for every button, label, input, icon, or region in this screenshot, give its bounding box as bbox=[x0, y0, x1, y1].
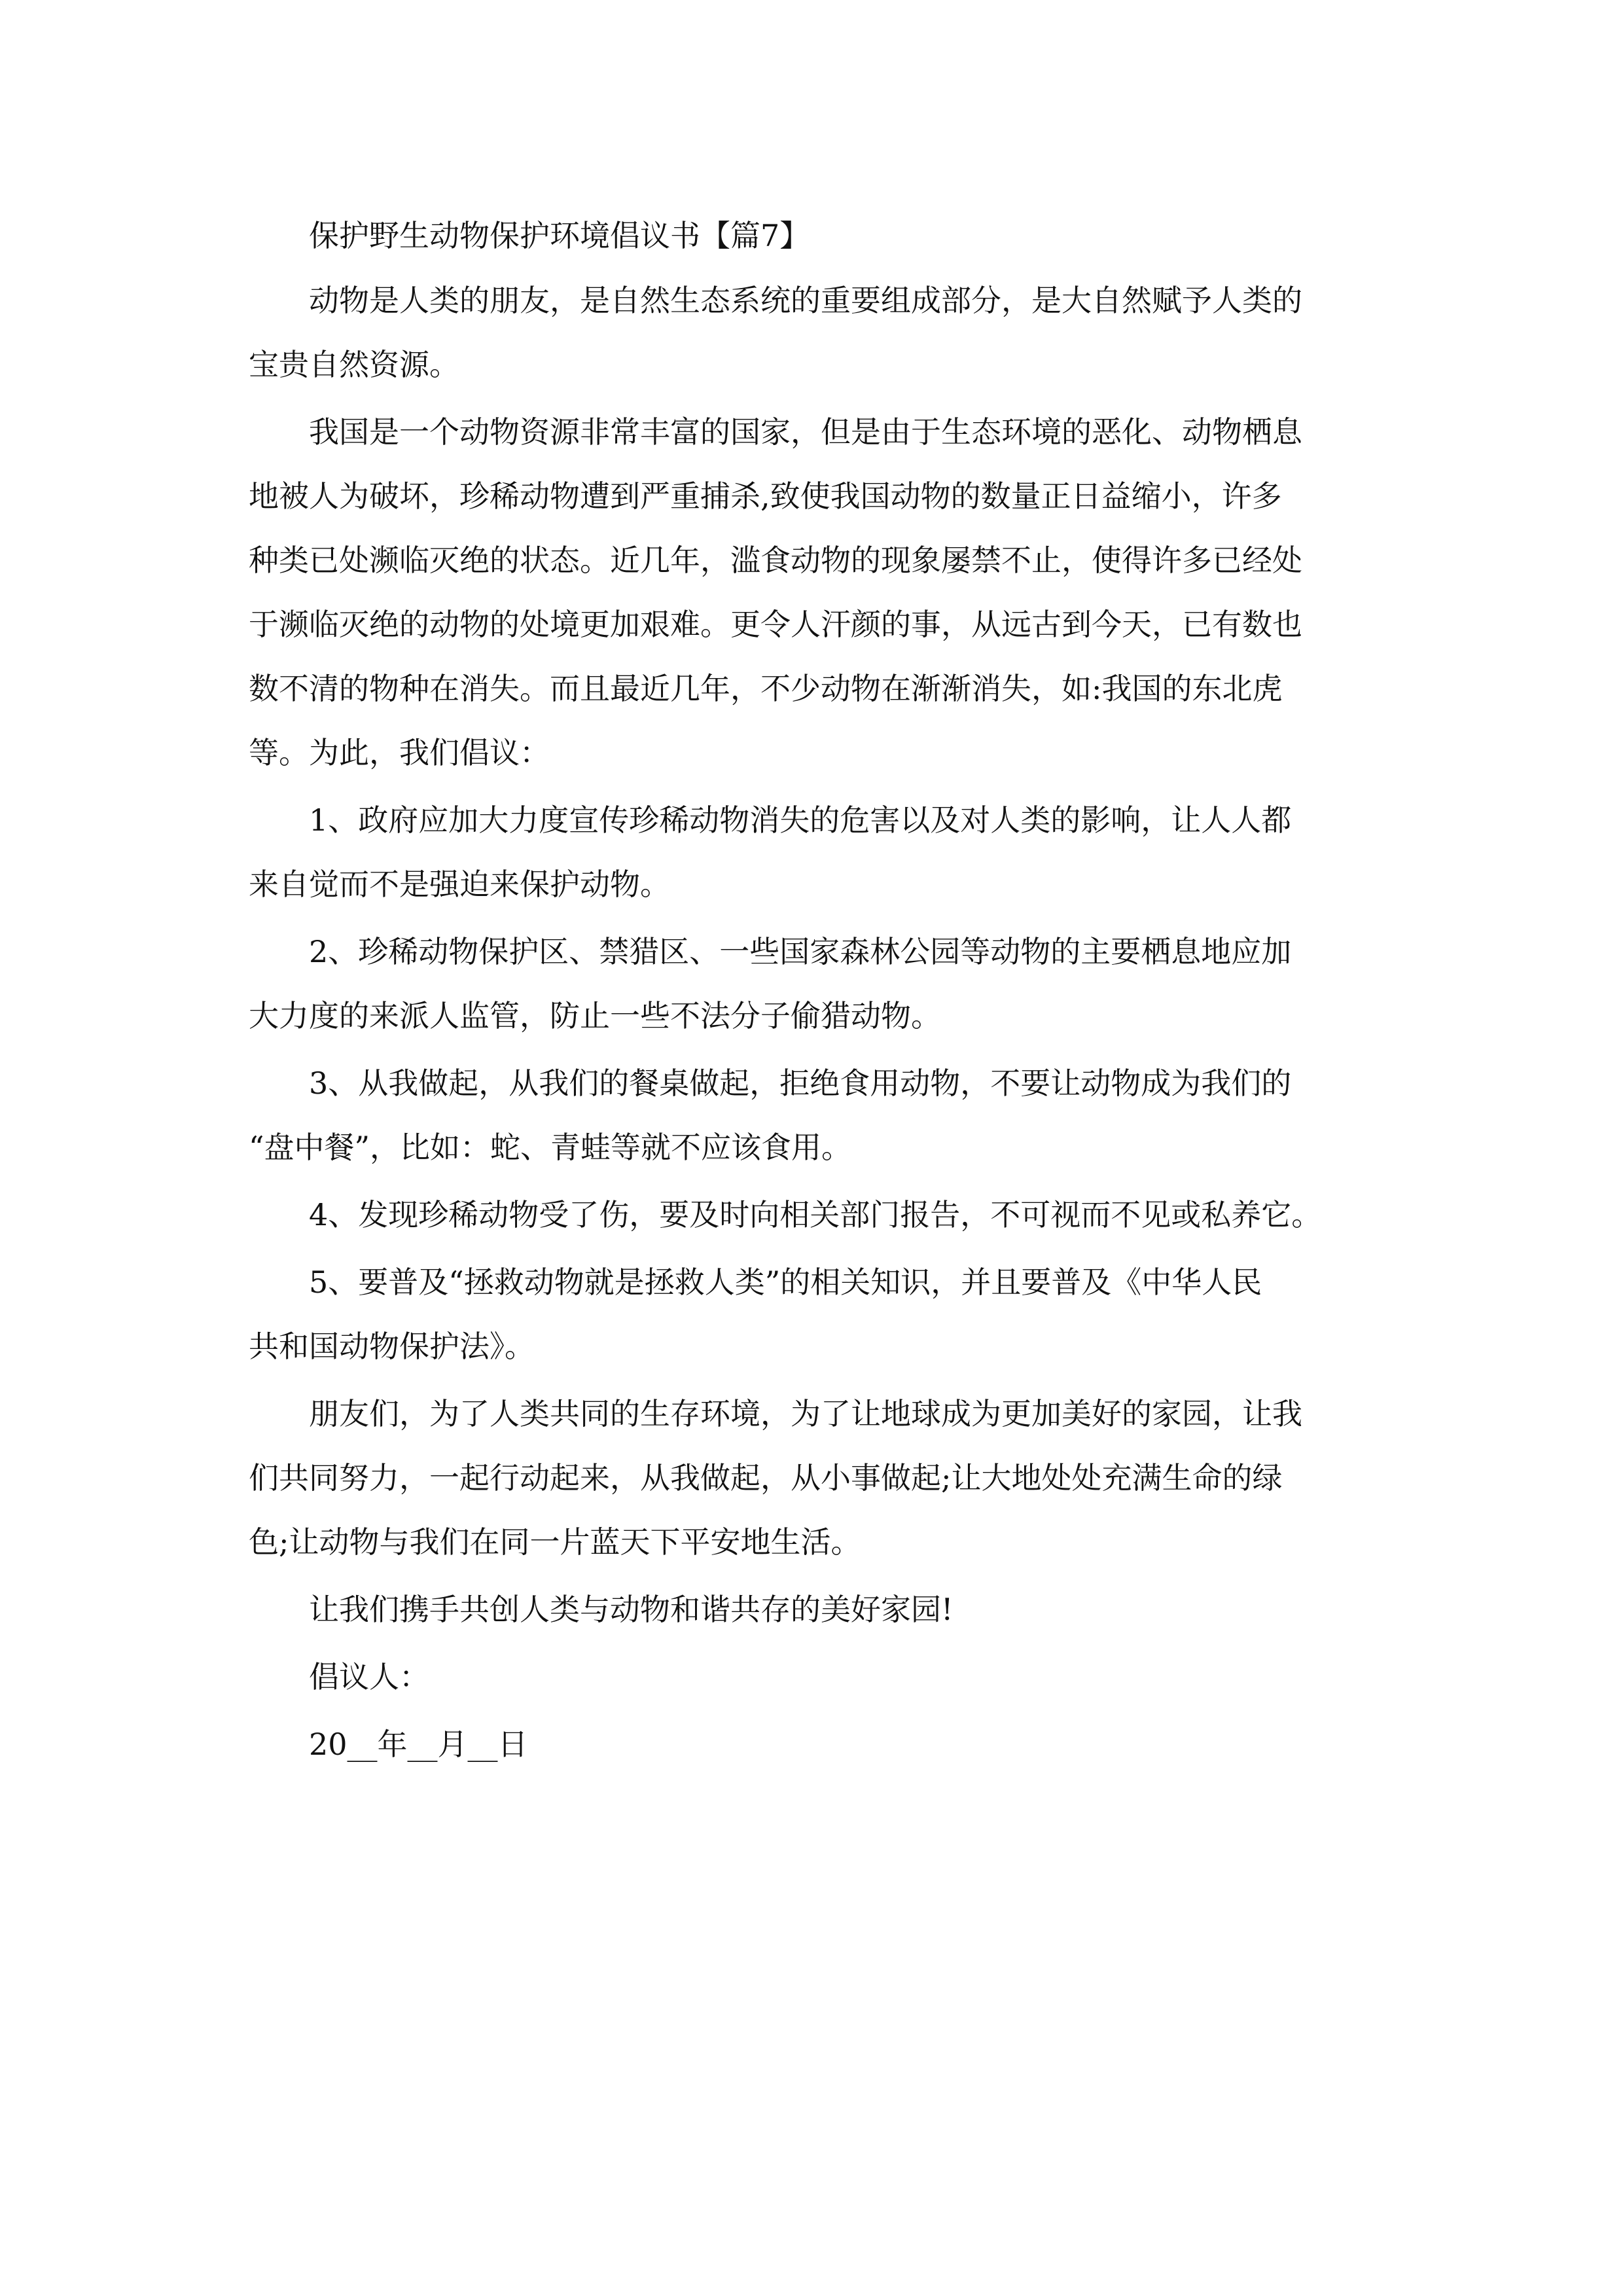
paragraph-line: 3、从我做起，从我们的餐桌做起，拒绝食用动物，不要让动物成为我们的 bbox=[309, 1066, 1292, 1101]
signatory-label bbox=[309, 1645, 1389, 1709]
paragraph-line: 大力度的来派人监管，防止一些不法分子偷猎动物。 bbox=[249, 998, 941, 1033]
paragraph-line: 等。为此，我们倡议： bbox=[249, 735, 550, 770]
paragraph-line: 1、政府应加大力度宣传珍稀动物消失的危害以及对人类的影响，让人人都 bbox=[309, 802, 1292, 838]
paragraph-line: 于濒临灭绝的动物的处境更加艰难。更令人汗颜的事，从远古到今天，已有数也 bbox=[249, 607, 1302, 642]
paragraph-line: 5、要普及“拯救动物就是拯救人类”的相关知识，并且要普及《中华人民 bbox=[309, 1265, 1262, 1300]
paragraph-line: 2、珍稀动物保护区、禁猎区、一些国家森林公园等动物的主要栖息地应加 bbox=[309, 934, 1292, 969]
paragraph-line: 让我们携手共创人类与动物和谐共存的美好家园! bbox=[309, 1592, 954, 1627]
paragraph bbox=[249, 268, 1389, 397]
paragraph-line: 20__年__月__日 bbox=[309, 1727, 528, 1762]
document-title: 保护野生动物保护环境倡议书【篇7】 bbox=[309, 218, 810, 253]
paragraph bbox=[249, 400, 1389, 785]
paragraph-line: 们共同努力，一起行动起来，从我做起，从小事做起;让大地处处充满生命的绿 bbox=[249, 1460, 1283, 1496]
paragraph-line: 来自觉而不是强迫来保护动物。 bbox=[249, 867, 670, 902]
paragraph-line: 我国是一个动物资源非常丰富的国家，但是由于生态环境的恶化、动物栖息 bbox=[309, 414, 1302, 450]
paragraph-line: 4、发现珍稀动物受了伤，要及时向相关部门报告，不可视而不见或私养它。 bbox=[309, 1197, 1322, 1232]
paragraph-line: 地被人为破坏，珍稀动物遭到严重捕杀,致使我国动物的数量正日益缩小，许多 bbox=[249, 478, 1282, 514]
closing-line bbox=[309, 1577, 1389, 1641]
paragraph bbox=[309, 1183, 1389, 1247]
document-body bbox=[249, 203, 1389, 1780]
paragraph-line: 朋友们，为了人类共同的生存环境，为了让地球成为更加美好的家园，让我 bbox=[309, 1396, 1302, 1431]
paragraph bbox=[249, 920, 1389, 1048]
paragraph-line: 共和国动物保护法》。 bbox=[249, 1329, 535, 1364]
paragraph bbox=[249, 1051, 1389, 1179]
paragraph-line: 种类已处濒临灭绝的状态。近几年，滥食动物的现象屡禁不止，使得许多已经处 bbox=[249, 543, 1302, 578]
paragraph-line: 动物是人类的朋友，是自然生态系统的重要组成部分，是大自然赋予人类的 bbox=[309, 283, 1302, 318]
paragraph-line: 倡议人： bbox=[309, 1659, 429, 1695]
paragraph bbox=[249, 1382, 1389, 1574]
paragraph-line: “盘中餐”，比如：蛇、青蛙等就不应该食用。 bbox=[249, 1130, 852, 1165]
paragraph-line: 宝贵自然资源。 bbox=[249, 347, 459, 382]
paragraph-line: 数不清的物种在消失。而且最近几年，不少动物在渐渐消失，如:我国的东北虎 bbox=[249, 671, 1283, 706]
paragraph bbox=[249, 1250, 1389, 1378]
paragraph bbox=[249, 788, 1389, 916]
paragraph-line: 色;让动物与我们在同一片蓝天下平安地生活。 bbox=[249, 1524, 861, 1560]
date-line bbox=[309, 1712, 1389, 1776]
